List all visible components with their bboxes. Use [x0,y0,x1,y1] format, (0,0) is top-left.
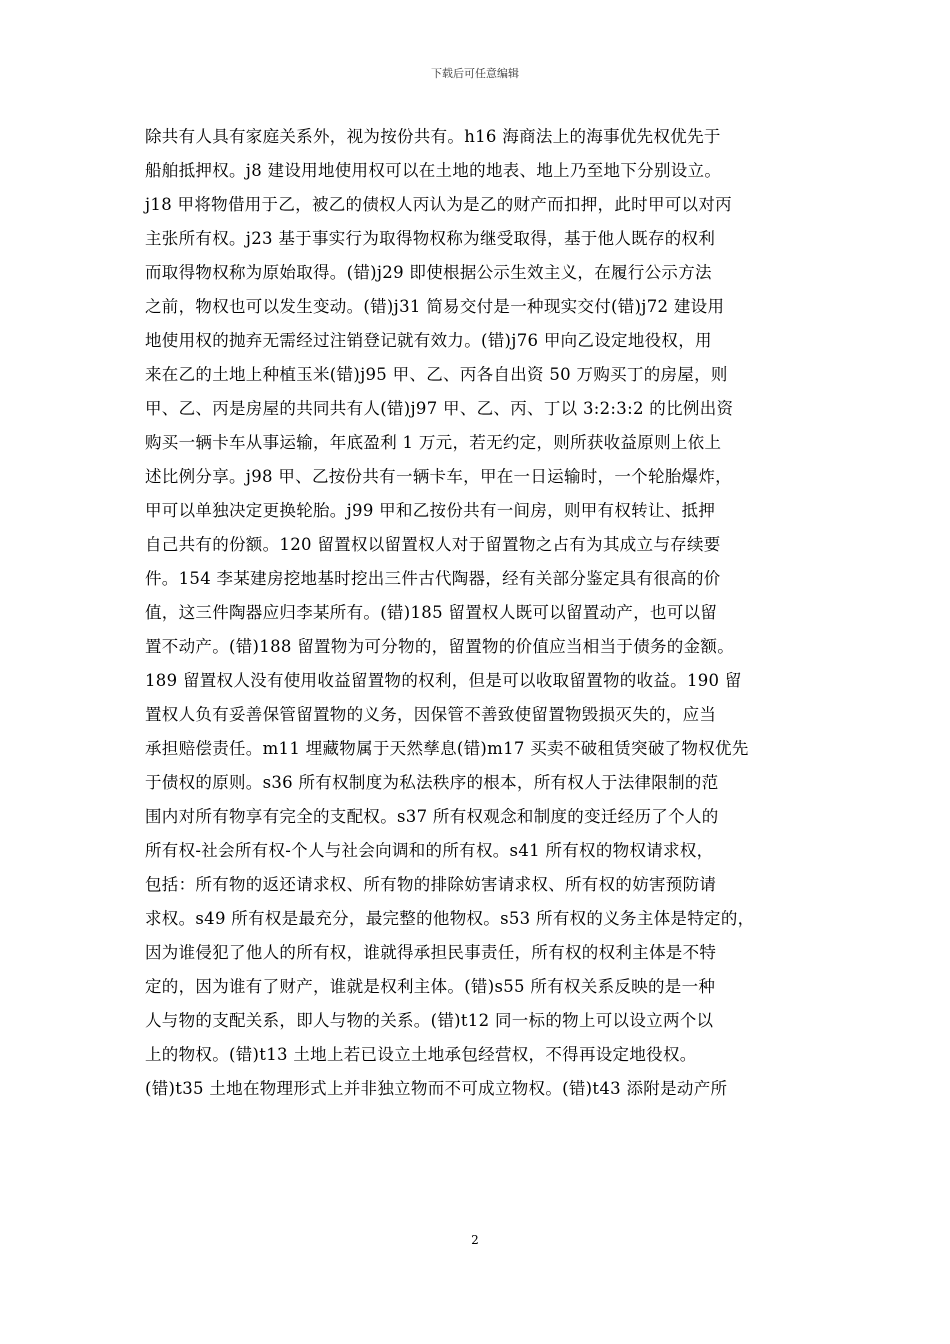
text-line: 上的物权。(错)t13 土地上若已设立土地承包经营权，不得再设定地役权。 [145,1045,697,1064]
text-line: 甲可以单独决定更换轮胎。j99 甲和乙按份共有一间房，则甲有权转让、抵押 [145,501,716,520]
text-line: 甲、乙、丙是房屋的共同共有人(错)j97 甲、乙、丙、丁以 3:2:3:2 的比例出资 [145,399,734,418]
text-line: 购买一辆卡车从事运输，年底盈利 1 万元，若无约定，则所获收益原则上依上 [145,433,722,452]
text-line: 来在乙的土地上种植玉米(错)j95 甲、乙、丙各自出资 50 万购买丁的房屋，则 [145,365,728,384]
text-line: 述比例分享。j98 甲、乙按份共有一辆卡车，甲在一日运输时，一个轮胎爆炸， [145,467,732,486]
text-line: 地使用权的抛弃无需经过注销登记就有效力。(错)j76 甲向乙设定地役权，用 [145,331,712,350]
text-line: 除共有人具有家庭关系外，视为按份共有。h16 海商法上的海事优先权优先于 [145,127,721,146]
text-line: 之前，物权也可以发生变动。(错)j31 简易交付是一种现实交付(错)j72 建设用 [145,297,725,316]
text-line: 求权。s49 所有权是最充分，最完整的他物权。s53 所有权的义务主体是特定的， [145,909,755,928]
text-line: 件。154 李某建房挖地基时挖出三件古代陶器，经有关部分鉴定具有很高的价 [145,569,721,588]
text-line: 人与物的支配关系，即人与物的关系。(错)t12 同一标的物上可以设立两个以 [145,1011,714,1030]
text-line: 所有权-社会所有权-个人与社会向调和的所有权。s41 所有权的物权请求权， [145,841,714,860]
page-number: 2 [471,1233,479,1247]
text-line: 值，这三件陶器应归李某所有。(错)185 留置权人既可以留置动产，也可以留 [145,603,718,622]
text-line: 置权人负有妥善保管留置物的义务，因保管不善致使留置物毁损灭失的，应当 [145,705,717,724]
text-line: 船舶抵押权。j8 建设用地使用权可以在土地的地表、地上乃至地下分别设立。 [145,161,722,180]
body-text [145,120,805,1106]
text-line: 承担赔偿责任。m11 埋藏物属于天然孳息(错)m17 买卖不破租赁突破了物权优先 [145,739,749,758]
text-line: 围内对所有物享有完全的支配权。s37 所有权观念和制度的变迁经历了个人的 [145,807,719,826]
text-line: 189 留置权人没有使用收益留置物的权利，但是可以收取留置物的收益。190 留 [145,671,742,690]
text-line: 自己共有的份额。120 留置权以留置权人对于留置物之占有为其成立与存续要 [145,535,721,554]
text-line: 定的，因为谁有了财产，谁就是权利主体。(错)s55 所有权关系反映的是一种 [145,977,716,996]
text-line: 主张所有权。j23 基于事实行为取得物权称为继受取得，基于他人既存的权利 [145,229,716,248]
text-line: 而取得物权称为原始取得。(错)j29 即使根据公示生效主义，在履行公示方法 [145,263,712,282]
text-line: 置不动产。(错)188 留置物为可分物的，留置物的价值应当相当于债务的金额。 [145,637,735,656]
text-line: j18 甲将物借用于乙，被乙的债权人丙认为是乙的财产而扣押，此时甲可以对丙 [145,195,732,214]
page-header: 下载后可任意编辑 [431,67,519,80]
text-line: (错)t35 土地在物理形式上并非独立物而不可成立物权。(错)t43 添附是动产所 [145,1079,728,1098]
text-line: 于债权的原则。s36 所有权制度为私法秩序的根本，所有权人于法律限制的范 [145,773,719,792]
text-line: 因为谁侵犯了他人的所有权，谁就得承担民事责任，所有权的权利主体是不特 [145,943,717,962]
text-line: 包括：所有物的返还请求权、所有物的排除妨害请求权、所有权的妨害预防请 [145,875,717,894]
